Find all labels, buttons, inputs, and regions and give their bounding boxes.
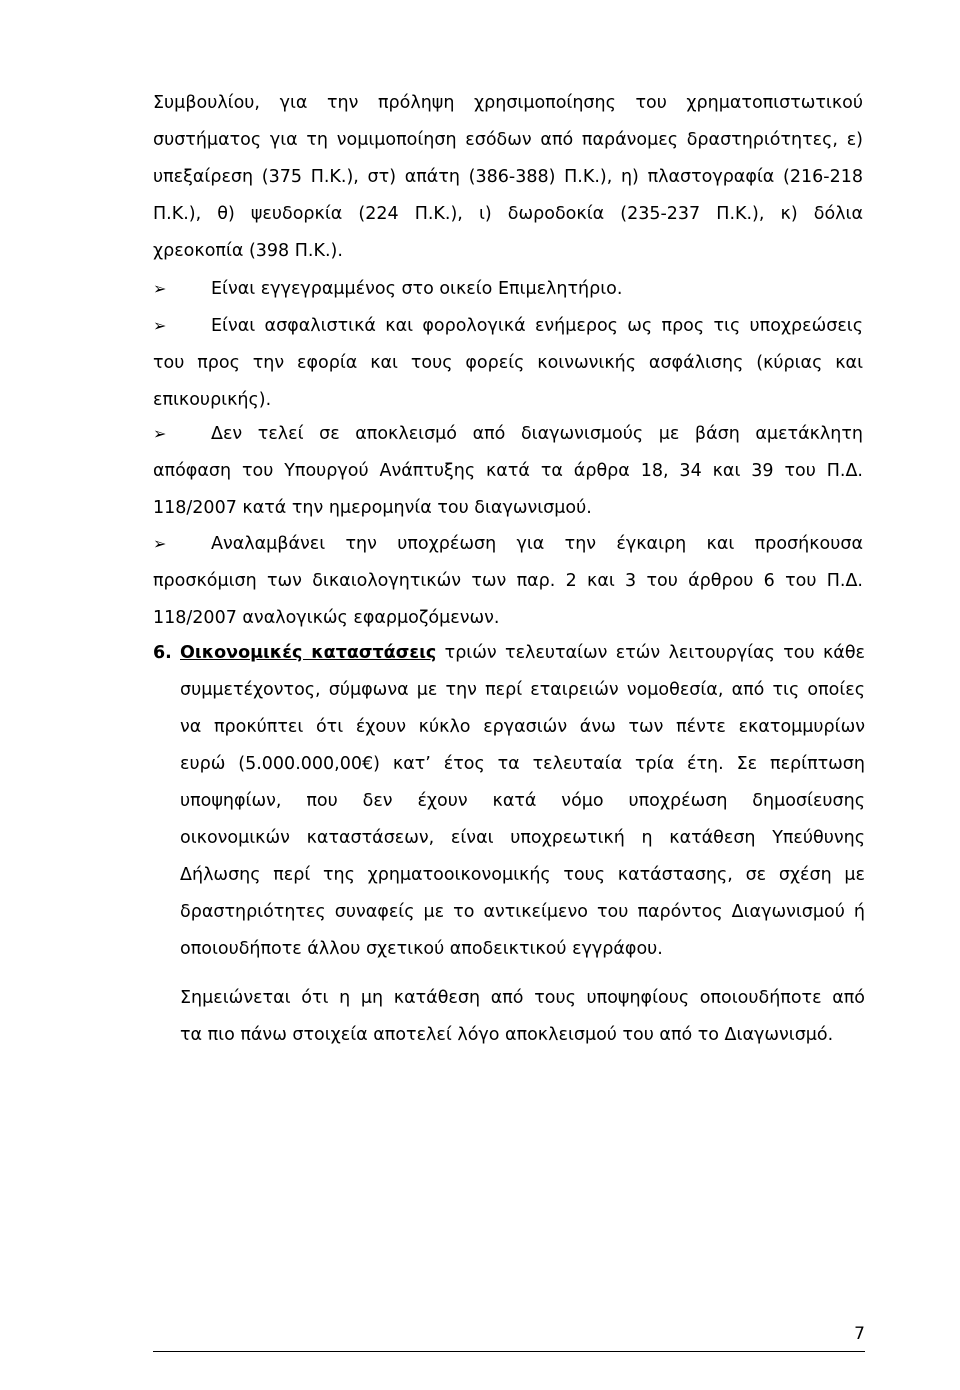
arrow-bullet-icon: ➢ [153, 316, 167, 335]
section-6-body [153, 672, 865, 968]
intro-line-2: συστήματος για τη νομιμοποίηση εσόδων από παράνομες δραστηριότητες, ε) [153, 130, 863, 150]
bullet-3-line-3: 118/2007 κατά την ημερομηνία του διαγωνισμού. [153, 498, 592, 518]
footer-rule [153, 1351, 865, 1352]
section-6-first-line [180, 635, 865, 672]
section-number: 6. [153, 643, 172, 663]
section-6 [153, 635, 865, 968]
bullet-3-line-2: απόφαση του Υπουργού Ανάπτυξης κατά τα άρθρα 18, 34 και 39 του Π.Δ. [153, 461, 863, 481]
bullet-item-2 [153, 307, 863, 419]
bullet-item-3 [153, 415, 863, 527]
bullet-4-line-2: προσκόμιση των δικαιολογητικών των παρ. 2 και 3 του άρθρου 6 του Π.Δ. [153, 571, 863, 591]
arrow-bullet-icon: ➢ [153, 534, 167, 553]
bullet-2-line-2: του προς την εφορία και τους φορείς κοινωνικής ασφάλισης (κύριας και [153, 353, 863, 373]
intro-paragraph [153, 85, 863, 270]
note-line-1: Σημειώνεται ότι η μη κατάθεση από τους υποψηφίους οποιουδήποτε από [180, 988, 865, 1008]
section-heading: Οικονομικές καταστάσεις [180, 643, 437, 663]
section-6-line-8: δραστηριότητες συναφείς με το αντικείμενο του παρόντος Διαγωνισμού ή [180, 902, 865, 922]
bullet-2-text: Είναι ασφαλιστικά και φορολογικά ενήμερος ως προς τις υποχρεώσεις [211, 316, 863, 336]
intro-line-1: Συμβουλίου, για την πρόληψη χρησιμοποίησης του χρηματοπιστωτικού [153, 93, 863, 113]
page-footer [153, 1318, 865, 1358]
bullet-item-1 [153, 270, 863, 308]
intro-line-3: υπεξαίρεση (375 Π.Κ.), στ) απάτη (386-388) Π.Κ.), η) πλαστογραφία (216-218 [153, 167, 863, 187]
section-6-line-4: ευρώ (5.000.000,00€) κατ’ έτος τα τελευταία τρία έτη. Σε περίπτωση [180, 754, 865, 774]
arrow-bullet-icon: ➢ [153, 424, 167, 443]
section-6-line-5: υποψηφίων, που δεν έχουν κατά νόμο υποχρέωση δημοσίευσης [180, 791, 865, 811]
note-paragraph [180, 980, 865, 1054]
section-6-line-7: Δήλωσης περί της χρηματοοικονομικής τους κατάστασης, σε σχέση με [180, 865, 865, 885]
section-6-line-2: συμμετέχοντος, σύμφωνα με την περί εταιρειών νομοθεσία, από τις οποίες [180, 680, 865, 700]
section-6-line-6: οικονομικών καταστάσεων, είναι υποχρεωτική η κατάθεση Υπεύθυνης [180, 828, 865, 848]
section-6-line-9: οποιουδήποτε άλλου σχετικού αποδεικτικού εγγράφου. [180, 939, 663, 959]
intro-line-4: Π.Κ.), θ) ψευδορκία (224 Π.Κ.), ι) δωροδοκία (235-237 Π.Κ.), κ) δόλια [153, 204, 863, 224]
bullet-4-text: Αναλαμβάνει την υποχρέωση για την έγκαιρη και προσήκουσα [211, 534, 863, 554]
page-number: 7 [854, 1324, 865, 1344]
section-6-first-line-rest: τριών τελευταίων ετών λειτουργίας του κάθε [436, 643, 865, 663]
bullet-4-line-3: 118/2007 αναλογικώς εφαρμοζόμενων. [153, 608, 500, 628]
bullet-1-text: Είναι εγγεγραμμένος στο οικείο Επιμελητήριο. [211, 279, 623, 299]
bullet-item-4 [153, 525, 863, 637]
section-6-line-3: να προκύπτει ότι έχουν κύκλο εργασιών άνω των πέντε εκατομμυρίων [180, 717, 865, 737]
note-line-2: τα πιο πάνω στοιχεία αποτελεί λόγο αποκλεισμού του από το Διαγωνισμό. [180, 1025, 834, 1045]
arrow-bullet-icon: ➢ [153, 279, 167, 298]
bullet-3-text: Δεν τελεί σε αποκλεισμό από διαγωνισμούς με βάση αμετάκλητη [211, 424, 863, 444]
intro-line-5: χρεοκοπία (398 Π.Κ.). [153, 241, 343, 261]
bullet-2-line-3: επικουρικής). [153, 390, 272, 410]
